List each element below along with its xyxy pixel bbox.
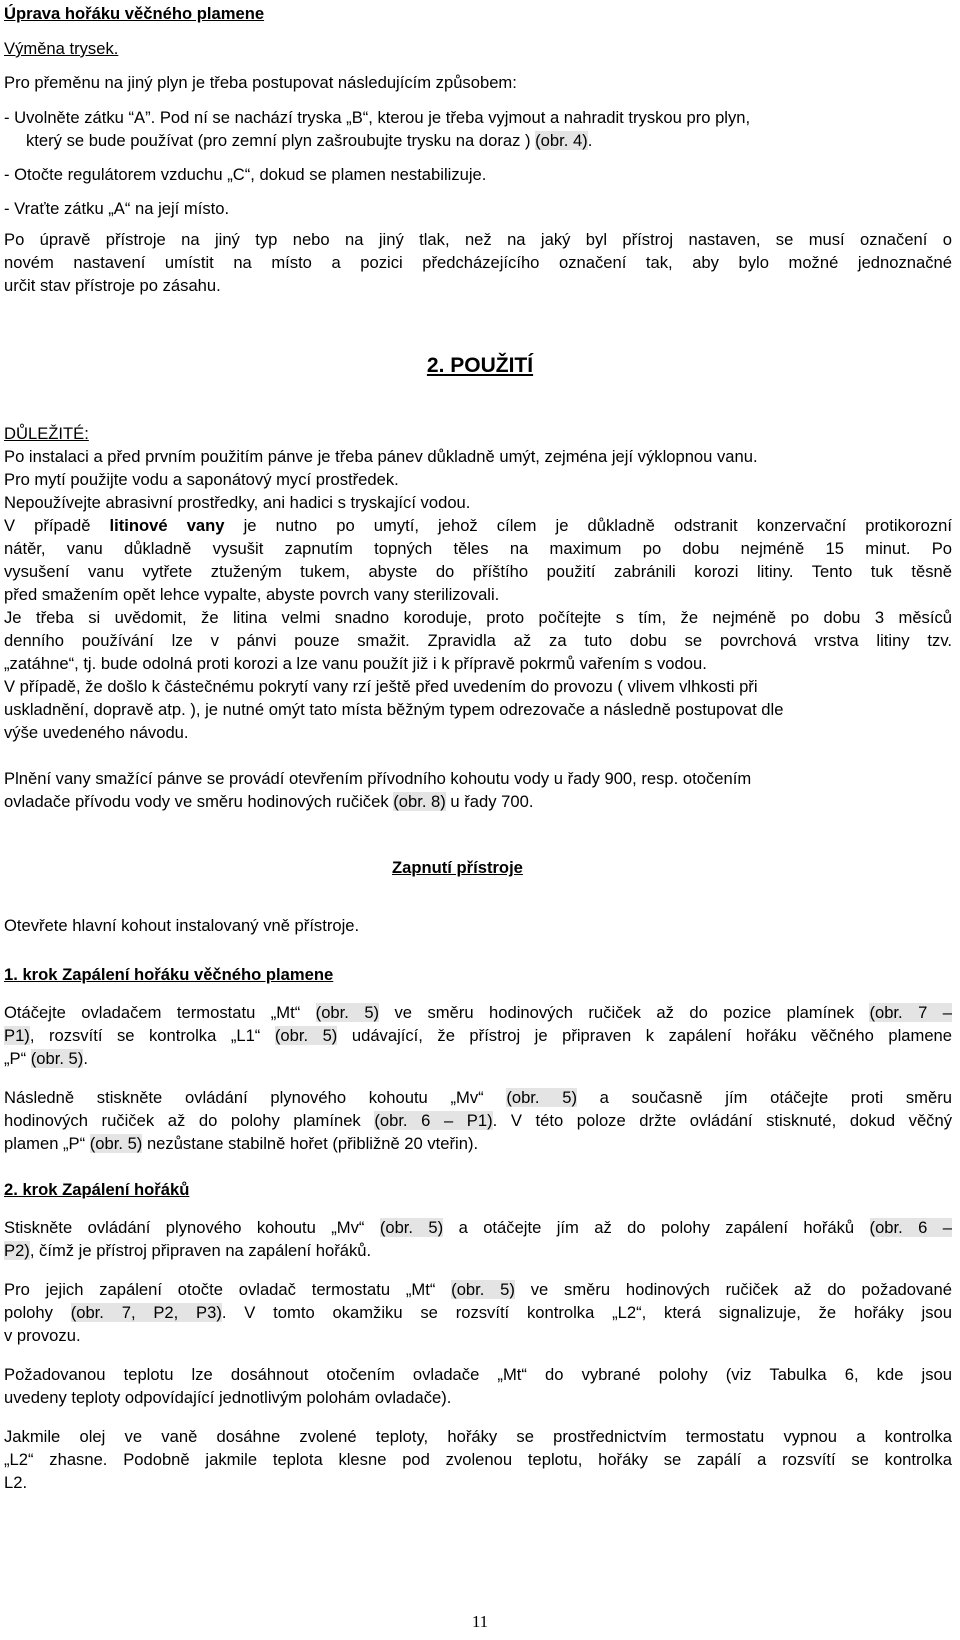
temperature-line: uvedeny teploty odpovídající jednotlivým polohám ovladače). <box>4 1388 452 1407</box>
filling-line: ovladače přívodu vody ve směru hodinových ručiček (obr. 8) u řady 700. <box>4 792 534 811</box>
cast-iron-line: uskladnění, dopravě atp. ), je nutné omýt tato místa běžným typem odrezovače a následně postupovat dle <box>4 700 784 719</box>
burners-line: v provozu. <box>4 1326 81 1345</box>
cast-iron-line: výše uvedeného návodu. <box>4 723 189 742</box>
step-line: který se bude používat (pro zemní plyn zašroubujte trysku na doraz ) (obr. 4). <box>26 131 593 150</box>
oil-line: Jakmile olej ve vaně dosáhne zvolené teploty, hořáky se prostřednictvím termostatu vypnou a kontrolka <box>4 1427 952 1446</box>
cast-iron-line: Je třeba si uvědomit, že litina velmi snadno koroduje, proto počítejte s tím, že nejméně po dobu 3 měsíců <box>4 608 952 627</box>
oil-line: „L2“ zhasne. Podobně jakmile teplota klesne pod zvolenou teplotu, hořáky se zapálí a rozsvítí se kontrolka <box>4 1450 952 1469</box>
figure-reference: (obr. 8) <box>393 792 446 811</box>
figure-reference: (obr. 5) <box>451 1280 515 1299</box>
adjust-paragraph-line: určit stav přístroje po zásahu. <box>4 276 221 295</box>
cast-iron-line: denního používání lze v pánvi pouze smažit. Zpravidla až za tuto dobu se povrchová vrstva litiny tzv. <box>4 631 952 650</box>
figure-reference: (obr. 5) <box>379 1218 444 1237</box>
important-line: Nepoužívejte abrasivní prostředky, ani hadici s tryskající vodou. <box>4 493 471 512</box>
open-main-valve-text: Otevřete hlavní kohout instalovaný vně přístroje. <box>4 916 360 935</box>
figure-reference: (obr. 5) <box>506 1088 577 1107</box>
adjust-paragraph-line: Po úpravě přístroje na jiný typ nebo na jiný tlak, než na jaký byl přístroj nastaven, se musí označení o <box>4 230 952 249</box>
figure-reference: (obr. 5) <box>274 1026 338 1045</box>
heading-burner-adjustment: Úprava hořáku věčného plamene <box>4 4 265 23</box>
step-pilot-title: 1. krok Zapálení hořáku věčného plamene <box>4 965 334 984</box>
figure-reference: (obr. 5) <box>89 1134 143 1153</box>
figure-reference: P2) <box>4 1241 30 1260</box>
cast-iron-line: „zatáhne“, tj. bude odolná proti korozi a lze vanu použít již i k přípravě pokrmů vařením s vodou. <box>4 654 707 673</box>
intro-text: Pro přeměnu na jiný plyn je třeba postupovat následujícím způsobem: <box>4 73 517 92</box>
figure-reference: (obr. 5) <box>30 1049 84 1068</box>
figure-reference: (obr. 7 – <box>869 1003 952 1022</box>
pilot-line: plamen „P“ (obr. 5) nezůstane stabilně hořet (přibližně 20 vteřin). <box>4 1134 479 1153</box>
oil-line: L2. <box>4 1473 28 1492</box>
cast-iron-line: nátěr, vanu důkladně vysušit zapnutím topných těles na maximum po dobu nejméně 15 minut. Po <box>4 539 952 558</box>
figure-reference: (obr. 6 – <box>869 1218 952 1237</box>
pilot-line: P1), rozsvítí se kontrolka „L1“ (obr. 5) udávající, že přístroj je připraven k zapálení hořáku věčného plamene <box>4 1026 952 1045</box>
pilot-line: Následně stiskněte ovládání plynového kohoutu „Mv“ (obr. 5) a současně jím otáčejte proti směru <box>4 1088 952 1107</box>
figure-reference: (obr. 6 – P1) <box>374 1111 493 1130</box>
cast-iron-line: před smažením opět lehce vypalte, abyste povrch vany sterilizovali. <box>4 585 500 604</box>
important-label: DŮLEŽITÉ: <box>4 424 89 443</box>
pilot-line: „P“ (obr. 5). <box>4 1049 88 1068</box>
step-line: - Vraťte zátku „A“ na její místo. <box>4 199 230 218</box>
section-title-usage: 2. POUŽITÍ <box>426 354 534 377</box>
important-line: Pro mytí použijte vodu a saponátový mycí prostředek. <box>4 470 399 489</box>
adjust-paragraph-line: novém nastavení umístit na místo a pozici předcházejícího označení tak, aby bylo možné jednoznačné <box>4 253 952 272</box>
step-burners-title: 2. krok Zapálení hořáků <box>4 1180 190 1199</box>
burners-line: polohy (obr. 7, P2, P3). V tomto okamžiku se rozsvítí kontrolka „L2“, která signalizuje, že hořáky jsou <box>4 1303 952 1322</box>
figure-reference: (obr. 7, P2, P3) <box>70 1303 222 1322</box>
burners-line: P2), čímž je přístroj připraven na zapálení hořáků. <box>4 1241 372 1260</box>
cast-iron-line: vysušení vanu vytřete ztuženým tukem, abyste do příštího použití zabránili korozi litiny. Tento tuk těsně <box>4 562 952 581</box>
figure-reference: (obr. 4) <box>535 131 588 150</box>
page-number: 11 <box>471 1612 489 1631</box>
temperature-line: Požadovanou teplotu lze dosáhnout otočením ovladače „Mt“ do vybrané polohy (viz Tabulka 6, kde jsou <box>4 1365 952 1384</box>
burners-line: Stiskněte ovládání plynového kohoutu „Mv“ (obr. 5) a otáčejte jím až do polohy zapálení hořáků (obr. 6 – <box>4 1218 952 1237</box>
figure-reference: P1) <box>4 1026 30 1045</box>
cast-iron-line: V případě, že došlo k částečnému pokrytí vany rzí ještě před uvedením do provozu ( vlivem vlhkosti při <box>4 677 758 696</box>
pilot-line: hodinových ručiček až do polohy plamínek (obr. 6 – P1). V této poloze držte ovládání stisknuté, dokud věčný <box>4 1111 952 1130</box>
step-line: - Uvolněte zátku “A”. Pod ní se nachází tryska „B“, kterou je třeba vyjmout a nahradit tryskou pro plyn, <box>4 108 751 127</box>
pilot-line: Otáčejte ovladačem termostatu „Mt“ (obr. 5) ve směru hodinových ručiček až do pozice plamínek (obr. 7 – <box>4 1003 952 1022</box>
switch-on-title: Zapnutí přístroje <box>392 858 523 877</box>
step-line: - Otočte regulátorem vzduchu „C“, dokud se plamen nestabilizuje. <box>4 165 487 184</box>
burners-line: Pro jejich zapálení otočte ovladač termostatu „Mt“ (obr. 5) ve směru hodinových ručiček až do požadované <box>4 1280 952 1299</box>
figure-reference: (obr. 5) <box>315 1003 380 1022</box>
important-line: Po instalaci a před prvním použitím pánve je třeba pánev důkladně umýt, zejména její výklopnou vanu. <box>4 447 758 466</box>
filling-line: Plnění vany smažící pánve se provádí otevřením přívodního kohoutu vody u řady 900, resp. otočením <box>4 769 752 788</box>
subheading-nozzle-replacement: Výměna trysek. <box>4 39 119 58</box>
cast-iron-line: V případě litinové vany je nutno po umytí, jehož cílem je důkladně odstranit konzervační protikorozní <box>4 516 952 535</box>
